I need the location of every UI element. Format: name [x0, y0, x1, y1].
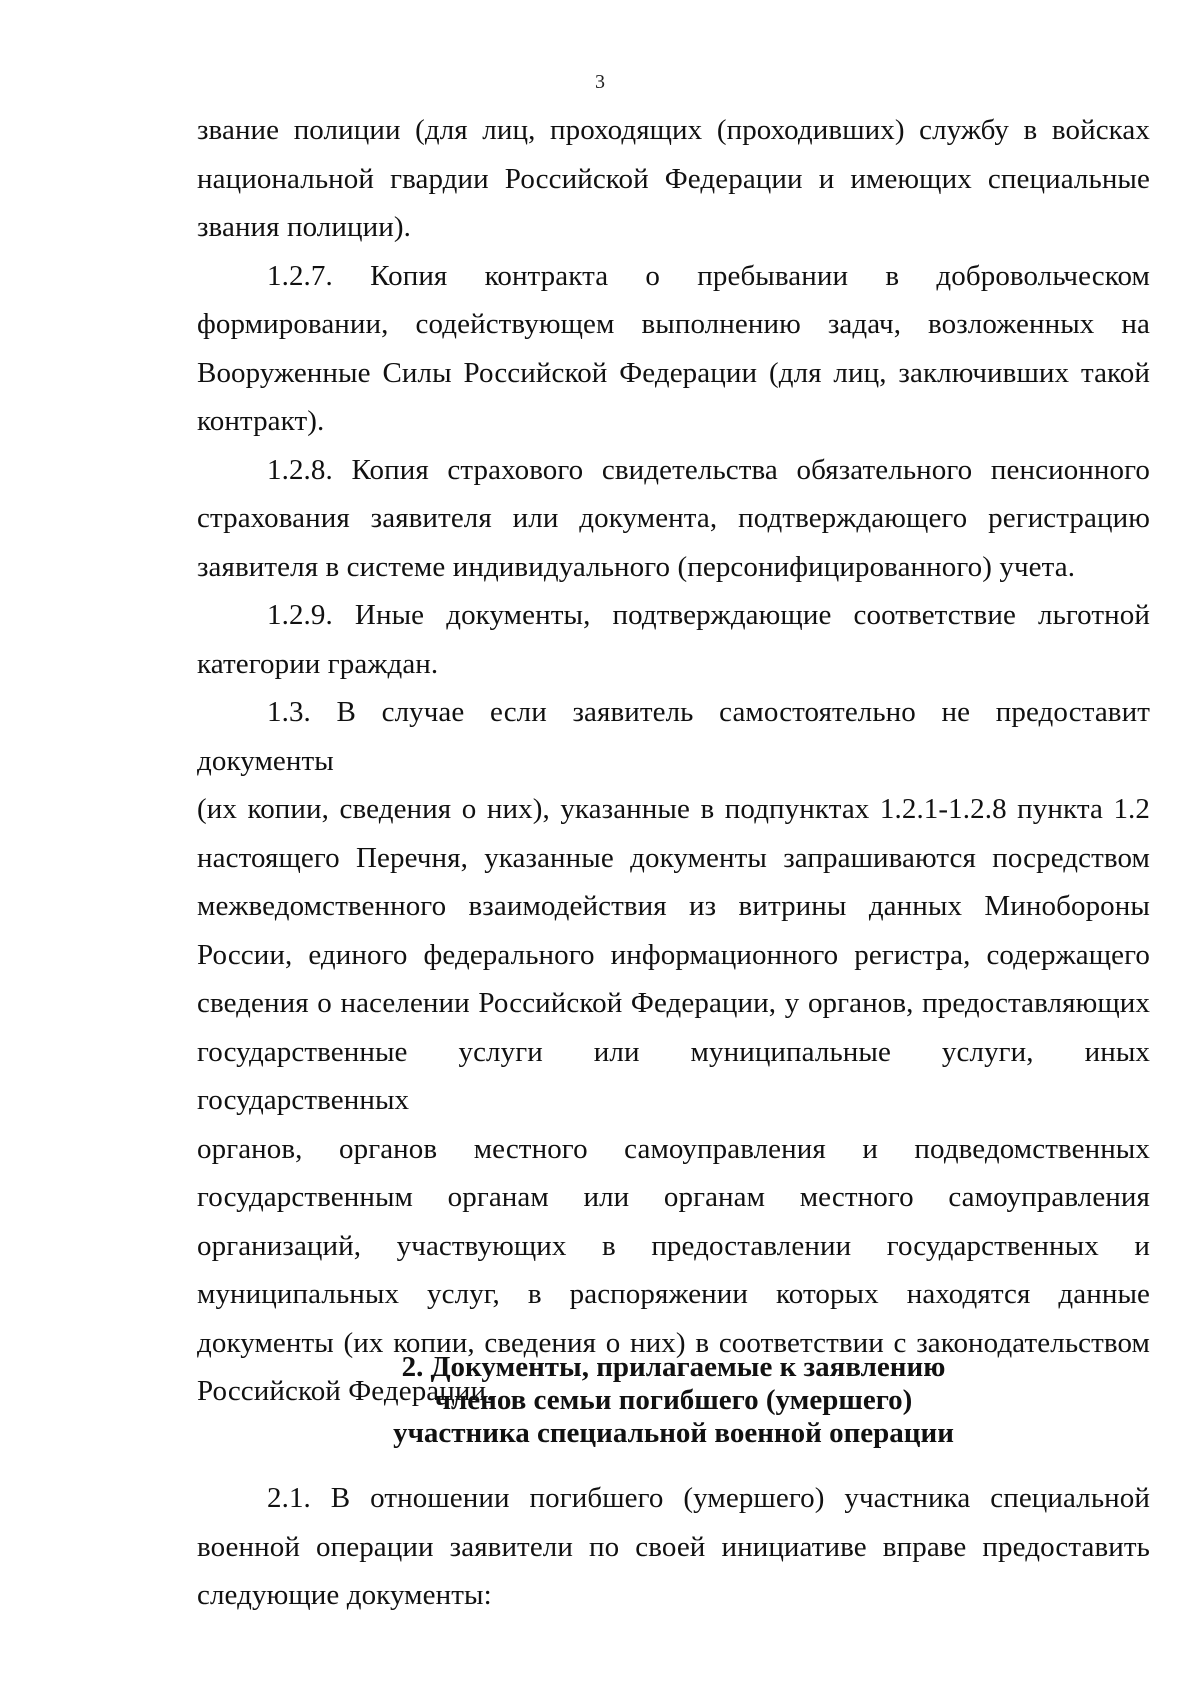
- bottom-text-block: [197, 1474, 1150, 1620]
- text-line: 1.2.9. Иные документы, подтверждающие соответствие льготной: [267, 599, 1150, 631]
- paragraph-1-3: [197, 688, 1150, 1416]
- text-line: следующие документы:: [197, 1579, 492, 1611]
- text-line: документы (их копии, сведения о них) в соответствии с законодательством: [197, 1326, 1150, 1359]
- page-number: 3: [595, 71, 605, 93]
- text-line: муниципальных услуг, в распоряжении которых находятся данные: [197, 1278, 1150, 1310]
- text-line: категории граждан.: [197, 647, 439, 680]
- text-line: настоящего Перечня, указанные документы запрашиваются посредством: [197, 841, 1150, 874]
- text-line: Вооруженные Силы Российской Федерации (для лиц, заключивших такой: [197, 356, 1150, 389]
- text-line: 2.1. В отношении погибшего (умершего) участника специальной: [267, 1482, 1150, 1514]
- text-line: заявителя в системе индивидуального (персонифицированного) учета.: [197, 550, 1076, 583]
- text-line: организаций, участвующих в предоставлении государственных и: [197, 1229, 1150, 1262]
- paragraph-1-2-9: [197, 591, 1150, 688]
- text-line: военной операции заявители по своей инициативе вправе предоставить: [197, 1530, 1150, 1563]
- heading-line: членов семьи погибшего (умершего): [434, 1384, 913, 1416]
- text-line: страхования заявителя или документа, подтверждающего регистрацию: [197, 502, 1150, 534]
- section-heading: [197, 1351, 1150, 1450]
- paragraph-1-2-7: [197, 252, 1150, 446]
- text-line: контракт).: [197, 405, 325, 437]
- text-line: национальной гвардии Российской Федерации и имеющих специальные: [197, 162, 1150, 195]
- text-line: 1.2.8. Копия страхового свидетельства обязательного пенсионного: [267, 453, 1150, 486]
- top-text-block: [197, 106, 1150, 1416]
- text-line: государственным органам или органам местного самоуправления: [197, 1181, 1150, 1213]
- text-line: Российской Федерации.: [197, 1375, 494, 1407]
- paragraph-2-1: [197, 1474, 1150, 1620]
- text-line: России, единого федерального информационного регистра, содержащего: [197, 938, 1150, 971]
- text-line: межведомственного взаимодействия из витрины данных Минобороны: [197, 890, 1150, 922]
- text-line: звание полиции (для лиц, проходящих (проходивших) службу в войсках: [197, 114, 1150, 146]
- text-line: формировании, содействующем выполнению задач, возложенных на: [197, 308, 1150, 340]
- paragraph-police-rank: [197, 106, 1150, 252]
- text-line: звания полиции).: [197, 211, 411, 243]
- text-line: 1.3. В случае если заявитель самостоятельно не предоставит документы: [197, 696, 1150, 777]
- text-line: государственные услуги или муниципальные услуги, иных государственных: [197, 1035, 1150, 1116]
- text-line: 1.2.7. Копия контракта о пребывании в добровольческом: [267, 259, 1150, 292]
- text-line: (их копии, сведения о них), указанные в подпунктах 1.2.1-1.2.8 пункта 1.2: [197, 793, 1150, 825]
- text-line: сведения о населении Российской Федерации, у органов, предоставляющих: [197, 987, 1150, 1019]
- text-line: органов, органов местного самоуправления и подведомственных: [197, 1132, 1150, 1165]
- heading-line: участника специальной военной операции: [393, 1417, 954, 1449]
- heading-line: 2. Документы, прилагаемые к заявлению: [401, 1351, 946, 1383]
- paragraph-1-2-8: [197, 446, 1150, 592]
